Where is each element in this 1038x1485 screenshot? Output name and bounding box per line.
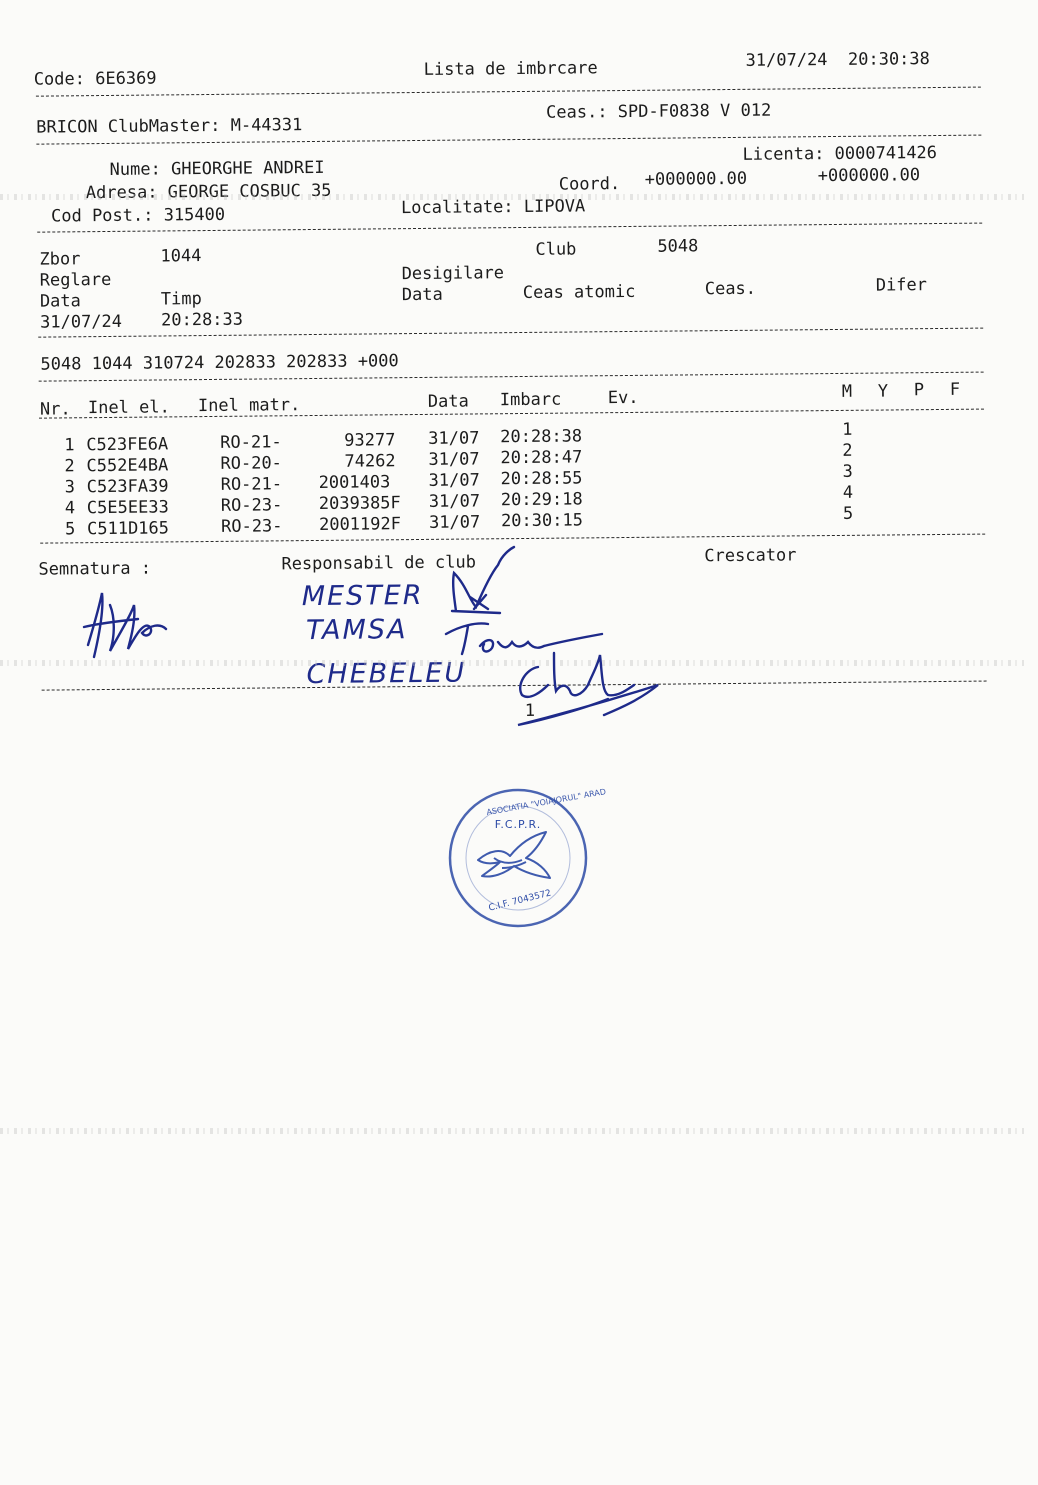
atomic-clock-label: Ceas atomic: [522, 281, 636, 303]
row-nr: 5: [64, 519, 76, 540]
signature-scribble-left: [80, 585, 175, 665]
scan-noise: [0, 194, 1024, 200]
row-date: 31/07: [428, 512, 481, 533]
row-date: 31/07: [428, 470, 480, 491]
code-label: Code: 6E6369: [33, 68, 157, 90]
row-ring-prefix: RO-20-: [220, 453, 282, 474]
coord-value-1: +000000.00: [644, 168, 748, 190]
row-ring-number: 2001403: [318, 472, 391, 493]
signature-label: Semnatura :: [38, 558, 152, 580]
club-label: Club: [535, 239, 577, 260]
fancier-name: Nume: GHEORGHE ANDREI: [109, 157, 325, 180]
row-m: 1: [842, 419, 853, 440]
row-time: 20:28:55: [500, 468, 583, 490]
handwritten-number: 1: [524, 700, 536, 721]
unsealing-date-label: Data: [401, 284, 443, 306]
row-ring-prefix: RO-23-: [220, 516, 283, 537]
row-ring-prefix: RO-21-: [220, 432, 282, 453]
divider: [40, 534, 985, 544]
row-m: 5: [842, 503, 854, 524]
clock-id: Ceas.: SPD-F0838 V 012: [546, 100, 772, 123]
row-m: 2: [842, 440, 853, 461]
col-y: Y: [877, 381, 889, 402]
col-date: Data: [427, 391, 469, 412]
signature-scribble-mester: [440, 545, 520, 620]
setting-label: Reglare: [39, 269, 112, 291]
license-number: Licenta: 0000741426: [742, 143, 938, 165]
setting-date-label: Data: [39, 291, 81, 312]
scan-noise: [0, 1128, 1024, 1134]
flight-number: 1044: [160, 246, 202, 267]
row-nr: 3: [64, 477, 76, 498]
flight-summary-line: 5048 1044 310724 202833 202833 +000: [40, 351, 399, 375]
stamp-name: ASOCIATIA "VOIAJORUL" ARAD: [485, 787, 607, 818]
row-time: 20:30:15: [500, 510, 584, 532]
locality: Localitate: LIPOVA: [400, 196, 586, 219]
club-responsible-label: Responsabil de club: [281, 552, 476, 575]
col-nr: Nr.: [39, 399, 71, 420]
club-number: 5048: [657, 236, 699, 257]
pigeon-icon: [478, 832, 550, 878]
row-nr: 1: [64, 435, 75, 456]
row-m: 4: [842, 482, 854, 503]
document-title: Lista de imbrcare: [423, 58, 598, 80]
association-stamp: [446, 786, 607, 930]
setting-time-label: Timp: [160, 289, 202, 310]
handwritten-name: CHEBELEU: [306, 657, 467, 691]
col-basketing: Imbarc: [499, 389, 562, 411]
flight-label: Zbor: [39, 249, 81, 270]
setting-date: 31/07/24: [40, 311, 123, 333]
row-time: 20:28:47: [500, 447, 583, 469]
col-f: F: [949, 379, 961, 400]
row-electronic-ring: C511D165: [86, 518, 170, 540]
row-date: 31/07: [428, 491, 481, 512]
fancier-address: Adresa: GEORGE COSBUC 35: [85, 180, 332, 204]
handwritten-name: MESTER: [301, 579, 424, 613]
row-m: 3: [842, 461, 853, 482]
row-electronic-ring: C523FA39: [86, 476, 169, 498]
row-time: 20:28:38: [500, 426, 583, 448]
row-ring-number: 93277: [344, 430, 396, 451]
unsealing-label: Desigilare: [401, 263, 505, 285]
signature-scribble-chebeleu: [508, 645, 678, 735]
row-date: 31/07: [428, 449, 480, 470]
handwritten-name: TAMSA: [305, 614, 408, 647]
stamp-fcpr: F.C.P.R.: [494, 818, 542, 831]
clubmaster-id: BRICON ClubMaster: M-44331: [36, 115, 303, 138]
coord-label: Coord.: [558, 174, 621, 195]
col-p: P: [913, 380, 925, 401]
row-nr: 4: [64, 498, 76, 519]
coord-value-2: +000000.00: [817, 165, 921, 187]
divider: [36, 87, 981, 97]
stamp-cif: C.I.F. 7043572: [487, 888, 553, 914]
difference-label: Difer: [875, 275, 928, 296]
col-event: Ev.: [607, 387, 639, 409]
row-ring-number: 2039385F: [318, 493, 401, 514]
row-electronic-ring: C5E5EE33: [86, 497, 169, 519]
row-ring-prefix: RO-23-: [220, 495, 283, 516]
col-m: M: [841, 381, 853, 402]
row-ring-number: 2001192F: [318, 514, 402, 535]
row-ring-prefix: RO-21-: [220, 474, 283, 495]
setting-time: 20:28:33: [160, 309, 244, 331]
row-electronic-ring: C523FE6A: [86, 434, 169, 456]
col-ring-number: Inel matr.: [197, 395, 301, 417]
clock-label: Ceas.: [704, 278, 757, 300]
postal-code: Cod Post.: 315400: [50, 204, 226, 227]
row-date: 31/07: [428, 428, 480, 449]
row-time: 20:29:18: [500, 489, 583, 511]
print-datetime: 31/07/24 20:30:38: [745, 49, 930, 71]
row-nr: 2: [64, 456, 75, 477]
col-electronic-ring: Inel el.: [87, 397, 170, 419]
breeder-label: Crescator: [704, 545, 797, 567]
row-electronic-ring: C552E4BA: [86, 455, 169, 477]
row-ring-number: 74262: [344, 451, 396, 472]
